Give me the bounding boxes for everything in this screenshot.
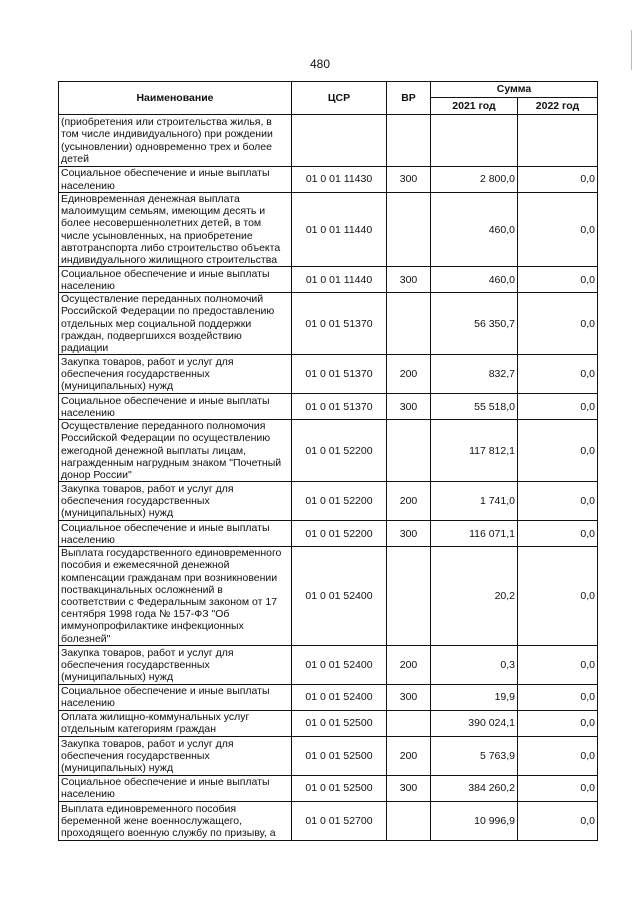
row-sum-2021: 1 741,0: [431, 482, 518, 521]
row-code: 01 0 01 11440: [292, 267, 387, 293]
row-code: 01 0 01 52200: [292, 521, 387, 547]
table-row: [59, 355, 598, 394]
table-row: [59, 293, 598, 355]
row-sum-2022: 0,0: [518, 547, 598, 646]
row-code: 01 0 01 52200: [292, 482, 387, 521]
row-vr: [387, 710, 431, 736]
row-code: 01 0 01 11440: [292, 193, 387, 267]
row-code: 01 0 01 52500: [292, 710, 387, 736]
table-row: [59, 482, 598, 521]
header-code: ЦСР: [292, 82, 387, 115]
table-row: [59, 521, 598, 547]
row-sum-2022: 0,0: [518, 482, 598, 521]
row-code: 01 0 01 51370: [292, 394, 387, 420]
row-sum-2021: 460,0: [431, 193, 518, 267]
row-vr: [387, 547, 431, 646]
table-row: [59, 394, 598, 420]
row-name: Закупка товаров, работ и услуг для обеспечения государственных (муниципальных) нужд: [59, 645, 292, 684]
table-row: [59, 801, 598, 840]
table-row: [59, 684, 598, 710]
table-row: [59, 547, 598, 646]
header-year-2022: 2022 год: [518, 98, 598, 115]
row-code: 01 0 01 52500: [292, 775, 387, 801]
row-code: 01 0 01 52700: [292, 801, 387, 840]
row-code: 01 0 01 51370: [292, 293, 387, 355]
row-sum-2022: 0,0: [518, 193, 598, 267]
table-row: [59, 645, 598, 684]
row-name: Закупка товаров, работ и услуг для обеспечения государственных (муниципальных) нужд: [59, 736, 292, 775]
row-sum-2021: 384 260,2: [431, 775, 518, 801]
row-sum-2022: 0,0: [518, 710, 598, 736]
row-vr: 200: [387, 355, 431, 394]
row-name: Социальное обеспечение и иные выплаты населению: [59, 267, 292, 293]
row-vr: 200: [387, 482, 431, 521]
row-name: (приобретения или строительства жилья, в том числе индивидуального) при рождении (усыновлении) одновременно трех и более детей: [59, 115, 292, 167]
row-vr: 200: [387, 645, 431, 684]
row-sum-2022: 0,0: [518, 775, 598, 801]
row-name: Единовременная денежная выплата малоимущим семьям, имеющим десять и более несовершеннолетних детей, в том числе усыновленных, на приобретение автотранспорта либо строительство объекта индивидуального жилищного строительства: [59, 193, 292, 267]
row-sum-2021: 832,7: [431, 355, 518, 394]
row-vr: 300: [387, 684, 431, 710]
table-row: [59, 710, 598, 736]
row-vr: 300: [387, 267, 431, 293]
header-sum: Сумма: [431, 82, 598, 98]
row-sum-2022: 0,0: [518, 267, 598, 293]
row-name: Социальное обеспечение и иные выплаты населению: [59, 521, 292, 547]
row-vr: [387, 420, 431, 482]
row-sum-2021: 55 518,0: [431, 394, 518, 420]
table-row: [59, 736, 598, 775]
row-code: 01 0 01 52200: [292, 420, 387, 482]
row-vr: 300: [387, 521, 431, 547]
row-sum-2022: 0,0: [518, 521, 598, 547]
row-vr: 300: [387, 775, 431, 801]
row-name: Социальное обеспечение и иные выплаты населению: [59, 394, 292, 420]
row-sum-2021: 0,3: [431, 645, 518, 684]
row-sum-2021: 2 800,0: [431, 167, 518, 193]
header-name: Наименование: [59, 82, 292, 115]
row-sum-2022: 0,0: [518, 293, 598, 355]
row-code: 01 0 01 51370: [292, 355, 387, 394]
row-vr: 200: [387, 736, 431, 775]
row-vr: [387, 801, 431, 840]
header-year-2021: 2021 год: [431, 98, 518, 115]
row-code: 01 0 01 52500: [292, 736, 387, 775]
row-code: 01 0 01 52400: [292, 547, 387, 646]
row-name: Социальное обеспечение и иные выплаты населению: [59, 775, 292, 801]
row-sum-2021: 56 350,7: [431, 293, 518, 355]
row-vr: [387, 115, 431, 167]
row-vr: 300: [387, 167, 431, 193]
row-sum-2022: 0,0: [518, 167, 598, 193]
header-vr: ВР: [387, 82, 431, 115]
row-sum-2022: 0,0: [518, 420, 598, 482]
row-sum-2021: 19,9: [431, 684, 518, 710]
row-code: [292, 115, 387, 167]
budget-table: [58, 81, 598, 841]
row-name: Осуществление переданного полномочия Российской Федерации по осуществлению ежегодной денежной выплаты лицам, награжденным нагрудным знаком "Почетный донор России": [59, 420, 292, 482]
row-name: Осуществление переданных полномочий Российской Федерации по предоставлению отдельных мер социальной поддержки граждан, подвергшихся воздействию радиации: [59, 293, 292, 355]
row-sum-2021: 5 763,9: [431, 736, 518, 775]
row-sum-2022: 0,0: [518, 394, 598, 420]
row-sum-2021: 116 071,1: [431, 521, 518, 547]
table-row: [59, 420, 598, 482]
row-vr: 300: [387, 394, 431, 420]
row-code: 01 0 01 52400: [292, 684, 387, 710]
row-sum-2021: 10 996,9: [431, 801, 518, 840]
row-name: Закупка товаров, работ и услуг для обеспечения государственных (муниципальных) нужд: [59, 482, 292, 521]
row-sum-2021: 390 024,1: [431, 710, 518, 736]
row-sum-2022: 0,0: [518, 355, 598, 394]
row-name: Выплата государственного единовременного пособия и ежемесячной денежной компенсации гражданам при возникновении поствакцинальных осложнений в соответствии с Федеральным законом от 17 сентября 1998 года № 157-ФЗ "Об иммунопрофилактике инфекционных болезней": [59, 547, 292, 646]
table-row: [59, 193, 598, 267]
row-sum-2022: 0,0: [518, 684, 598, 710]
scan-edge-mark: [631, 30, 632, 70]
row-sum-2022: 0,0: [518, 645, 598, 684]
row-sum-2022: 0,0: [518, 801, 598, 840]
row-sum-2022: 0,0: [518, 736, 598, 775]
table-row: [59, 115, 598, 167]
row-sum-2021: [431, 115, 518, 167]
row-sum-2022: [518, 115, 598, 167]
table-row: [59, 267, 598, 293]
row-name: Выплата единовременного пособия беременной жене военнослужащего, проходящего военную службу по призыву, а: [59, 801, 292, 840]
row-name: Закупка товаров, работ и услуг для обеспечения государственных (муниципальных) нужд: [59, 355, 292, 394]
row-name: Социальное обеспечение и иные выплаты населению: [59, 684, 292, 710]
row-sum-2021: 117 812,1: [431, 420, 518, 482]
row-code: 01 0 01 11430: [292, 167, 387, 193]
row-name: Социальное обеспечение и иные выплаты населению: [59, 167, 292, 193]
row-vr: [387, 293, 431, 355]
table-row: [59, 775, 598, 801]
row-code: 01 0 01 52400: [292, 645, 387, 684]
page-number: 480: [309, 57, 331, 71]
row-name: Оплата жилищно-коммунальных услуг отдельным категориям граждан: [59, 710, 292, 736]
row-sum-2021: 20,2: [431, 547, 518, 646]
row-sum-2021: 460,0: [431, 267, 518, 293]
table-row: [59, 167, 598, 193]
row-vr: [387, 193, 431, 267]
